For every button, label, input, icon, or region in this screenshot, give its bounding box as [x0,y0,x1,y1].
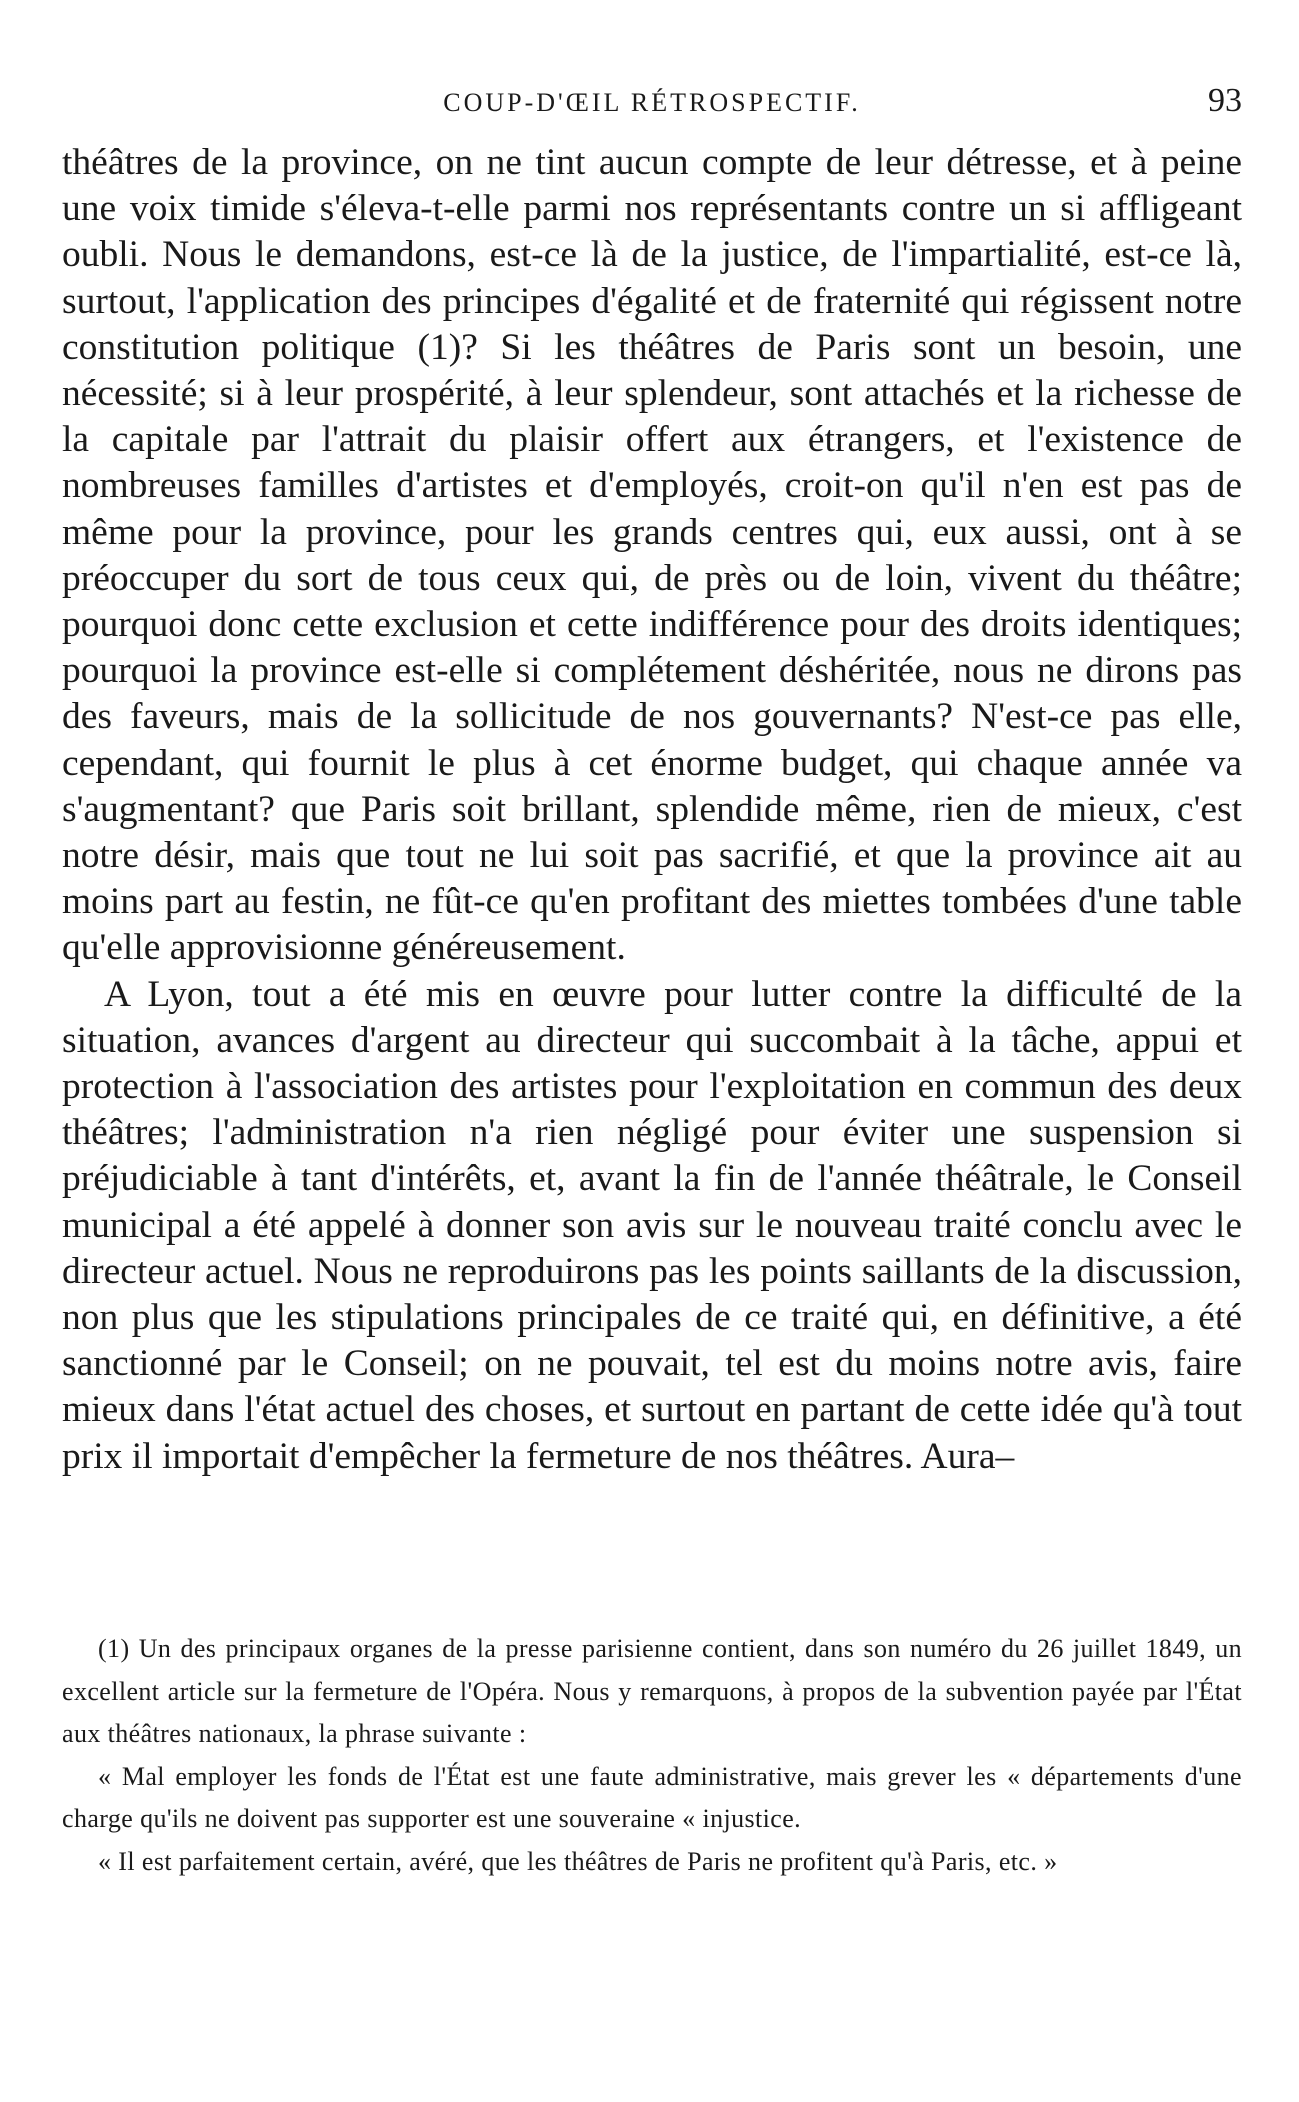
page-number: 93 [1208,82,1242,119]
paragraph-2: A Lyon, tout a été mis en œuvre pour lutter contre la difficulté de la situation, avances d'argent au directeur qui succombait à la tâche, appui et protection à l'association des artistes pour l'exploitation en commun des deux théâtres; l'administration n'a rien négligé pour éviter une suspension si préjudiciable à tant d'intérêts, et, avant la fin de l'année théâtrale, le Conseil municipal a été appelé à donner son avis sur le nouveau traité conclu avec le directeur actuel. Nous ne reproduirons pas les points saillants de la discussion, non plus que les stipulations principales de ce traité qui, en définitive, a été sanctionné par le Conseil; on ne pouvait, tel est du moins notre avis, faire mieux dans l'état actuel des choses, et surtout en partant de cette idée qu'à tout prix il importait d'empêcher la fermeture de nos théâtres. Aura– [62,973,1242,1477]
footnote-quote-2: « Il est parfaitement certain, avéré, que les théâtres de Paris ne profitent qu'à Paris, etc. » [98,1846,1058,1876]
running-head [62,82,1242,126]
running-title: COUP-D'ŒIL RÉTROSPECTIF. [443,88,861,117]
footnote-1: (1) Un des principaux organes de la presse parisienne contient, dans son numéro du 26 juillet 1849, un excellent article sur la fermeture de l'Opéra. Nous y remarquons, à propos de la subvention payée par l'État aux théâtres nationaux, la phrase suivante : [62,1634,1242,1749]
footnotes [62,1628,1242,1884]
footnote-quote-1: « Mal employer les fonds de l'État est une faute administrative, mais grever les « départements d'une charge qu'ils ne doivent pas supporter est une souveraine « injustice. [62,1761,1242,1834]
main-text [62,140,1242,1480]
paragraph-1: théâtres de la province, on ne tint aucun compte de leur détresse, et à peine une voix timide s'éleva-t-elle parmi nos représentants contre un si affligeant oubli. Nous le demandons, est-ce là de la justice, de l'impartialité, est-ce là, surtout, l'application des principes d'égalité et de fraternité qui régissent notre constitution politique (1)? Si les théâtres de Paris sont un besoin, une nécessité; si à leur prospérité, à leur splendeur, sont attachés et la richesse de la capitale par l'attrait du plaisir offert aux étrangers, et l'existence de nombreuses familles d'artistes et d'employés, croit-on qu'il n'en est pas de même pour la province, pour les grands centres qui, eux aussi, ont à se préoccuper du sort de tous ceux qui, de près ou de loin, vivent du théâtre; pourquoi donc cette exclusion et cette indifférence pour des droits identiques; pourquoi la province est-elle si complétement déshéritée, nous ne dirons pas des faveurs, mais de la sollicitude de nos gouvernants? N'est-ce pas elle, cependant, qui fournit le plus à cet énorme budget, qui chaque année va s'augmentant? que Paris soit brillant, splendide même, rien de mieux, c'est notre désir, mais que tout ne lui soit pas sacrifié, et que la province ait au moins part au festin, ne fût-ce qu'en profitant des miettes tombées d'une table qu'elle approvisionne généreusement. [62,142,1242,969]
